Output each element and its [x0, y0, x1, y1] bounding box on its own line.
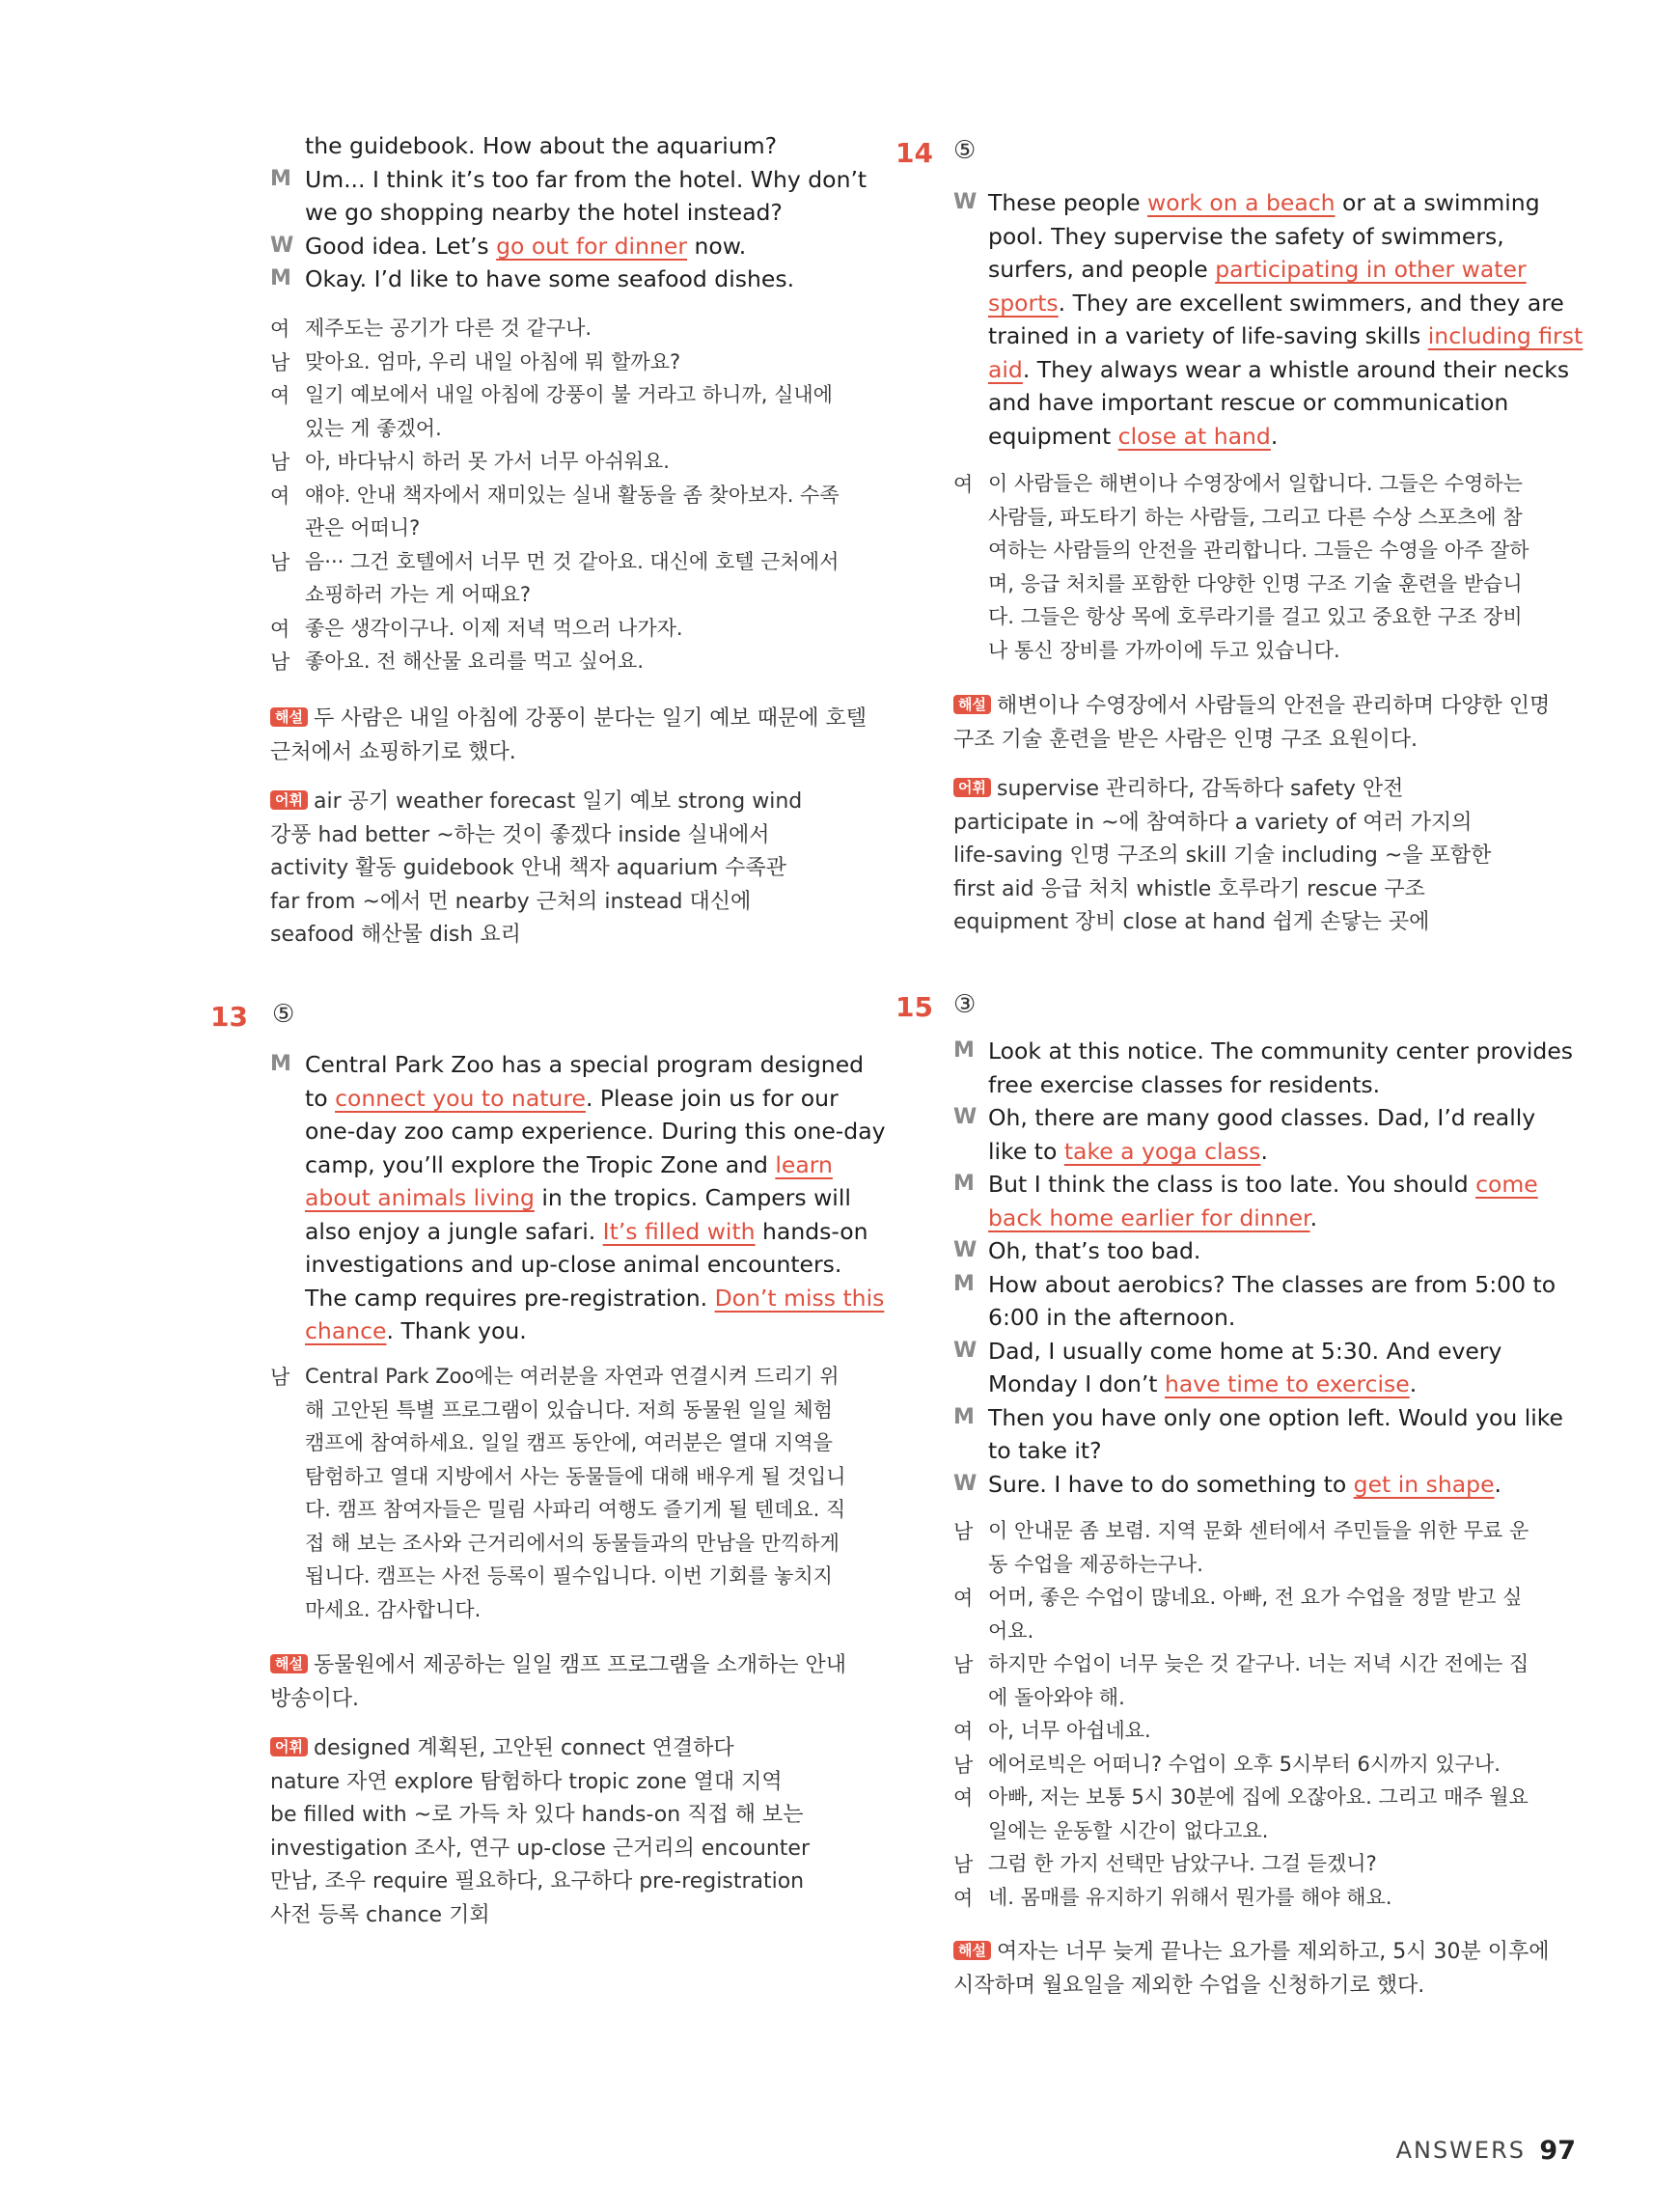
- explanation-tag: 해설: [953, 1941, 991, 1960]
- script-line: [988, 1138, 1268, 1165]
- speaker-label: 남: [953, 1853, 974, 1876]
- vocabulary-line: [270, 1832, 810, 1862]
- explanation-text: 두 사람은 내일 아침에 강풍이 분다는 일기 예보 때문에 호텔: [313, 706, 867, 731]
- explanation-tag: 해설: [953, 695, 991, 714]
- script-line: [988, 256, 1527, 283]
- speaker-label: M: [270, 1052, 291, 1076]
- line-text: How about aerobics? The classes are from 5:00 to: [988, 1270, 1556, 1298]
- speaker-label: 남: [270, 451, 290, 474]
- script-line: [988, 1437, 1102, 1464]
- line-text: .: [1309, 1203, 1318, 1231]
- vocabulary-line: [270, 1865, 804, 1894]
- explanation-line: [953, 1969, 1424, 1999]
- script-line: [988, 1204, 1317, 1231]
- vocabulary-tag: 어휘: [270, 790, 308, 810]
- script-line: [305, 265, 794, 292]
- speaker-label: M: [953, 1271, 975, 1296]
- translation-line: 어요.: [988, 1618, 1034, 1643]
- answer-blank: about animals living: [305, 1184, 535, 1211]
- speaker-label: M: [953, 1404, 975, 1429]
- line-text: . Please join us for our: [585, 1084, 839, 1112]
- answer-blank: come: [1475, 1171, 1538, 1198]
- line-text: also enjoy a jungle safari.: [305, 1217, 603, 1245]
- script-line: [988, 1471, 1501, 1498]
- translation-line: 여하는 사람들의 안전을 관리합니다. 그들은 수영을 아주 잘하: [988, 539, 1529, 562]
- line-text: one-day zoo camp experience. During this one-day: [305, 1118, 886, 1145]
- line-text: we go shopping nearby the hotel instead?: [305, 199, 783, 226]
- speaker-label: 여: [270, 617, 290, 641]
- line-text: surfers, and people: [988, 256, 1216, 283]
- answer-blank: sports: [988, 289, 1059, 317]
- script-line: [988, 1037, 1573, 1065]
- script-line: [305, 1285, 884, 1312]
- script-line: [988, 1171, 1538, 1198]
- explanation-tag: 해설: [270, 707, 308, 727]
- answer-blank: connect you to nature: [335, 1084, 586, 1112]
- script-line: [305, 199, 783, 226]
- line-text: . They are excellent swimmers, and they are: [1058, 289, 1564, 317]
- explanation-tag: 해설: [270, 1654, 308, 1673]
- translation-line: 네. 몸매를 유지하기 위해서 뭔가를 해야 해요.: [988, 1885, 1392, 1909]
- explanation-line: [270, 1648, 846, 1678]
- explanation-line: [270, 702, 867, 732]
- line-text: camp, you’ll explore the Tropic Zone and: [305, 1150, 776, 1178]
- explanation-text: 방송이다.: [270, 1686, 360, 1711]
- line-text: 6:00 in the afternoon.: [988, 1304, 1236, 1331]
- translation-line: 탐험하고 열대 지방에서 사는 동물들에 대해 배우게 될 것입니: [305, 1464, 846, 1488]
- translation-line: 제주도는 공기가 다른 것 같구나.: [305, 317, 592, 340]
- speaker-label: 남: [953, 1520, 974, 1543]
- line-text: Sure. I have to do something to: [988, 1470, 1354, 1498]
- q14-number: 14: [895, 137, 933, 169]
- translation-line: 음··· 그건 호텔에서 너무 먼 것 같아요. 대신에 호텔 근처에서: [305, 549, 840, 573]
- explanation-text: 구조 기술 훈련을 받은 사람은 인명 구조 요원이다.: [953, 727, 1418, 752]
- line-text: . Thank you.: [386, 1317, 527, 1344]
- line-text: in the tropics. Campers will: [534, 1184, 851, 1211]
- line-text: or at a swimming: [1335, 189, 1540, 216]
- script-line: [305, 1184, 851, 1211]
- footer-answers-label: ANSWERS: [1395, 2137, 1526, 2164]
- translation-line: Central Park Zoo에는 여러분을 자연과 연결시켜 드리기 위: [305, 1365, 840, 1388]
- translation-line: 있는 게 좋겠어.: [305, 416, 442, 440]
- speaker-label: M: [953, 1038, 975, 1063]
- translation-line: 그럼 한 가지 선택만 남았구나. 그걸 듣겠니?: [988, 1852, 1377, 1875]
- vocabulary-text: 강풍 had better ~하는 것이 좋겠다 inside 실내에서: [270, 822, 770, 847]
- q13-number: 13: [210, 1001, 248, 1033]
- vocabulary-text: air 공기 weather forecast 일기 예보 strong wind: [313, 789, 803, 814]
- line-text: Monday I don’t: [988, 1370, 1165, 1397]
- vocabulary-line: [953, 839, 1491, 869]
- page-number: 97: [1539, 2136, 1576, 2166]
- translation-line: 맞아요. 엄마, 우리 내일 아침에 뭐 할까요?: [305, 349, 681, 373]
- answer-blank: close at hand: [1117, 422, 1271, 450]
- speaker-label: 여: [953, 1720, 974, 1743]
- line-text: like to: [988, 1137, 1064, 1165]
- speaker-label: 남: [270, 550, 290, 574]
- line-text: .: [1270, 422, 1279, 450]
- script-line: [305, 1218, 868, 1245]
- line-text: Then you have only one option left. Would you like: [988, 1403, 1563, 1431]
- speaker-label: 남: [270, 350, 290, 374]
- speaker-label: W: [953, 1105, 978, 1129]
- speaker-label: W: [953, 1471, 978, 1496]
- speaker-label: W: [270, 233, 294, 258]
- vocabulary-line: [270, 851, 786, 881]
- explanation-text: 해변이나 수영장에서 사람들의 안전을 관리하며 다양한 인명: [996, 694, 1551, 718]
- speaker-label: 남: [953, 1653, 974, 1676]
- line-text: Central Park Zoo has a special program designed: [305, 1051, 865, 1078]
- answer-blank: get in shape: [1353, 1470, 1495, 1498]
- vocabulary-tag: 어휘: [270, 1737, 308, 1756]
- script-line: [988, 189, 1540, 216]
- explanation-text: 시작하며 월요일을 제외한 수업을 신청하기로 했다.: [953, 1973, 1425, 1998]
- line-text: These people: [988, 189, 1148, 216]
- line-text: . They always wear a whistle around their necks: [1022, 355, 1570, 383]
- answer-blank: It’s filled with: [602, 1217, 756, 1245]
- vocabulary-text: supervise 관리하다, 감독하다 safety 안전: [996, 777, 1404, 801]
- translation-line: 해 고안된 특별 프로그램이 있습니다. 저희 동물원 일일 체험: [305, 1397, 833, 1422]
- speaker-label: 여: [953, 1786, 974, 1810]
- translation-line: 아빠, 저는 보통 5시 30분에 집에 오잖아요. 그리고 매주 월요: [988, 1785, 1529, 1809]
- translation-line: 일에는 운동할 시간이 없다고요.: [988, 1818, 1269, 1842]
- line-text: now.: [687, 232, 747, 260]
- answer-blank: learn: [775, 1150, 833, 1178]
- script-line: [305, 1085, 839, 1112]
- vocabulary-text: activity 활동 guidebook 안내 책자 aquarium 수족관: [270, 856, 786, 880]
- translation-line: 에어로빅은 어떠니? 수업이 오후 5시부터 6시까지 있구나.: [988, 1752, 1501, 1776]
- vocabulary-tag: 어휘: [953, 778, 991, 797]
- line-text: to: [305, 1084, 336, 1112]
- line-text: investigations and up-close animal encounters.: [305, 1251, 842, 1278]
- script-line: [988, 1104, 1535, 1131]
- q13-answer: ⑤: [272, 1000, 295, 1029]
- answer-blank: Don’t miss this: [714, 1284, 885, 1312]
- script-line: [305, 233, 746, 260]
- line-text: The camp requires pre-registration.: [305, 1284, 715, 1312]
- line-text: the guidebook. How about the aquarium?: [305, 132, 778, 159]
- script-line: [988, 223, 1504, 250]
- line-text: .: [1494, 1470, 1502, 1498]
- answer-blank: go out for dinner: [496, 232, 687, 260]
- translation-line: 사람들, 파도타기 하는 사람들, 그리고 다른 수상 스포츠에 참: [988, 505, 1523, 529]
- translation-line: 일기 예보에서 내일 아침에 강풍이 불 거라고 하니까, 실내에: [305, 383, 833, 406]
- line-text: But I think the class is too late. You should: [988, 1171, 1476, 1198]
- line-text: Oh, that’s too bad.: [988, 1237, 1201, 1264]
- line-text: Um... I think it’s too far from the hotel. Why don’t: [305, 165, 868, 193]
- line-text: trained in a variety of life-saving skills: [988, 322, 1428, 349]
- script-line: [988, 1304, 1235, 1331]
- speaker-label: M: [953, 1172, 975, 1196]
- speaker-label: 남: [953, 1753, 974, 1777]
- answer-blank: including first: [1427, 322, 1584, 349]
- line-text: Good idea. Let’s: [305, 232, 497, 260]
- script-line: [988, 1404, 1563, 1431]
- script-line: [305, 1118, 886, 1145]
- line-text: .: [1409, 1370, 1418, 1397]
- q14-answer: ⑤: [953, 136, 977, 165]
- speaker-label: M: [270, 266, 291, 290]
- translation-line: 얘야. 안내 책자에서 재미있는 실내 활동을 좀 찾아보자. 수족: [305, 483, 840, 507]
- speaker-label: 여: [953, 1886, 974, 1910]
- translation-line: 나 통신 장비를 가까이에 두고 있습니다.: [988, 638, 1340, 662]
- vocabulary-line: [953, 772, 1403, 802]
- answer-blank: work on a beach: [1147, 189, 1336, 216]
- vocabulary-text: seafood 해산물 dish 요리: [270, 923, 521, 947]
- translation-line: 좋은 생각이구나. 이제 저녁 먹으러 나가자.: [305, 616, 683, 640]
- script-line: [988, 1271, 1556, 1298]
- translation-line: 동 수업을 제공하는구나.: [988, 1552, 1203, 1576]
- vocabulary-line: [270, 918, 521, 948]
- translation-line: 에 돌아와야 해.: [988, 1685, 1125, 1709]
- translation-line: 아, 바다낚시 하러 못 가서 너무 아쉬워요.: [305, 450, 670, 473]
- vocabulary-text: be filled with ~로 가득 차 있다 hands-on 직접 해 보는: [270, 1803, 804, 1827]
- translation-line: 캠프에 참여하세요. 일일 캠프 동안에, 여러분은 열대 지역을: [305, 1431, 833, 1454]
- translation-line: 아, 너무 아쉽네요.: [988, 1719, 1151, 1742]
- line-text: Oh, there are many good classes. Dad, I’d really: [988, 1104, 1536, 1131]
- line-text: Dad, I usually come home at 5:30. And every: [988, 1337, 1502, 1365]
- line-text: Okay. I’d like to have some seafood dishes.: [305, 265, 795, 292]
- script-line: [988, 423, 1278, 450]
- script-line: [988, 356, 1569, 383]
- vocabulary-text: 만남, 조우 require 필요하다, 요구하다 pre-registration: [270, 1869, 805, 1894]
- vocabulary-line: [270, 785, 802, 815]
- translation-line: 됩니다. 캠프는 사전 등록이 필수입니다. 이번 기회를 놓치지: [305, 1564, 833, 1588]
- script-line: [305, 166, 867, 193]
- vocabulary-text: equipment 장비 close at hand 쉽게 손닿는 곳에: [953, 910, 1430, 934]
- answer-blank: aid: [988, 355, 1023, 383]
- speaker-label: M: [270, 166, 291, 191]
- vocabulary-line: [270, 1765, 783, 1795]
- script-line: [988, 1338, 1501, 1365]
- translation-line: 어머, 좋은 수업이 많네요. 아빠, 전 요가 수업을 정말 받고 싶: [988, 1586, 1523, 1609]
- vocabulary-text: first aid 응급 처치 whistle 호루라기 rescue 구조: [953, 876, 1425, 901]
- speaker-label: 여: [270, 318, 290, 341]
- vocabulary-line: [953, 872, 1425, 902]
- vocabulary-text: designed 계획된, 고안된 connect 연결하다: [313, 1736, 734, 1760]
- explanation-text: 여자는 너무 늦게 끝나는 요가를 제외하고, 5시 30분 이후에: [996, 1940, 1550, 1964]
- vocabulary-text: far from ~에서 먼 nearby 근처의 instead 대신에: [270, 889, 752, 914]
- vocabulary-line: [953, 806, 1473, 836]
- explanation-text: 근처에서 쇼핑하기로 했다.: [270, 739, 516, 764]
- answer-blank: take a yoga class: [1063, 1137, 1261, 1165]
- translation-line: 이 안내문 좀 보렴. 지역 문화 센터에서 주민들을 위한 무료 운: [988, 1519, 1529, 1542]
- vocabulary-text: 사전 등록 chance 기회: [270, 1902, 490, 1927]
- speaker-label: 남: [270, 650, 290, 674]
- q15-number: 15: [895, 991, 933, 1023]
- vocabulary-text: nature 자연 explore 탐험하다 tropic zone 열대 지역: [270, 1769, 783, 1794]
- speaker-label: W: [953, 190, 978, 214]
- line-text: and have important rescue or communication: [988, 389, 1509, 416]
- speaker-label: 여: [270, 384, 290, 407]
- line-text: .: [1260, 1137, 1268, 1165]
- script-line: [988, 290, 1564, 317]
- explanation-line: [953, 1935, 1549, 1965]
- line-text: Look at this notice. The community center provides: [988, 1037, 1574, 1065]
- q15-answer: ③: [953, 990, 977, 1019]
- line-text: to take it?: [988, 1437, 1102, 1464]
- speaker-label: 남: [270, 1366, 290, 1389]
- translation-line: 며, 응급 처치를 포함한 다양한 인명 구조 기술 훈련을 받습니: [988, 571, 1523, 595]
- vocabulary-line: [270, 1798, 803, 1828]
- script-line: [305, 1151, 833, 1178]
- script-line: [988, 1370, 1417, 1397]
- translation-line: 다. 캠프 참여자들은 밀림 사파리 여행도 즐기게 될 텐데요. 직: [305, 1498, 846, 1521]
- script-line: [305, 132, 777, 159]
- line-text: hands-on: [755, 1217, 868, 1245]
- vocabulary-line: [953, 905, 1429, 935]
- answer-blank: back home earlier for dinner: [988, 1203, 1310, 1231]
- vocabulary-text: life-saving 인명 구조의 skill 기술 including ~을 포함한: [953, 843, 1492, 868]
- explanation-line: [953, 689, 1550, 719]
- translation-line: 이 사람들은 해변이나 수영장에서 일합니다. 그들은 수영하는: [988, 472, 1523, 495]
- translation-line: 관은 어떠니?: [305, 516, 421, 539]
- answer-blank: chance: [305, 1317, 387, 1344]
- speaker-label: 여: [953, 1587, 974, 1610]
- translation-line: 접 해 보는 조사와 근거리에서의 동물들과의 만남을 만끽하게: [305, 1531, 840, 1555]
- explanation-text: 동물원에서 제공하는 일일 캠프 프로그램을 소개하는 안내: [313, 1653, 846, 1677]
- script-line: [988, 389, 1508, 416]
- explanation-line: [953, 723, 1418, 753]
- explanation-line: [270, 735, 516, 765]
- script-line: [305, 1317, 527, 1344]
- vocabulary-line: [270, 1731, 734, 1761]
- translation-line: 마세요. 감사합니다.: [305, 1597, 482, 1621]
- script-line: [305, 1251, 841, 1278]
- translation-line: 다. 그들은 항상 목에 호루라기를 걸고 있고 중요한 구조 장비: [988, 605, 1523, 628]
- line-text: equipment: [988, 422, 1118, 450]
- vocabulary-text: participate in ~에 참여하다 a variety of 여러 가지의: [953, 810, 1473, 835]
- line-text: free exercise classes for residents.: [988, 1070, 1381, 1098]
- translation-line: 쇼핑하러 가는 게 어때요?: [305, 583, 532, 606]
- speaker-label: W: [953, 1238, 978, 1262]
- line-text: pool. They supervise the safety of swimmers,: [988, 222, 1504, 250]
- translation-line: 하지만 수업이 너무 늦은 것 같구나. 너는 저녁 시간 전에는 집: [988, 1652, 1529, 1675]
- script-line: [305, 1051, 864, 1078]
- script-line: [988, 1237, 1200, 1264]
- vocabulary-line: [270, 1898, 490, 1928]
- answer-blank: have time to exercise: [1165, 1370, 1410, 1397]
- translation-line: 좋아요. 전 해산물 요리를 먹고 싶어요.: [305, 650, 645, 673]
- explanation-line: [270, 1682, 359, 1712]
- speaker-label: 여: [953, 473, 974, 496]
- vocabulary-text: investigation 조사, 연구 up-close 근거리의 encounter: [270, 1836, 811, 1861]
- answer-blank: participating in other water: [1215, 256, 1527, 283]
- speaker-label: 여: [270, 484, 290, 508]
- script-line: [988, 322, 1583, 349]
- vocabulary-line: [270, 818, 770, 848]
- speaker-label: W: [953, 1338, 978, 1363]
- vocabulary-line: [270, 885, 751, 915]
- script-line: [988, 1071, 1380, 1098]
